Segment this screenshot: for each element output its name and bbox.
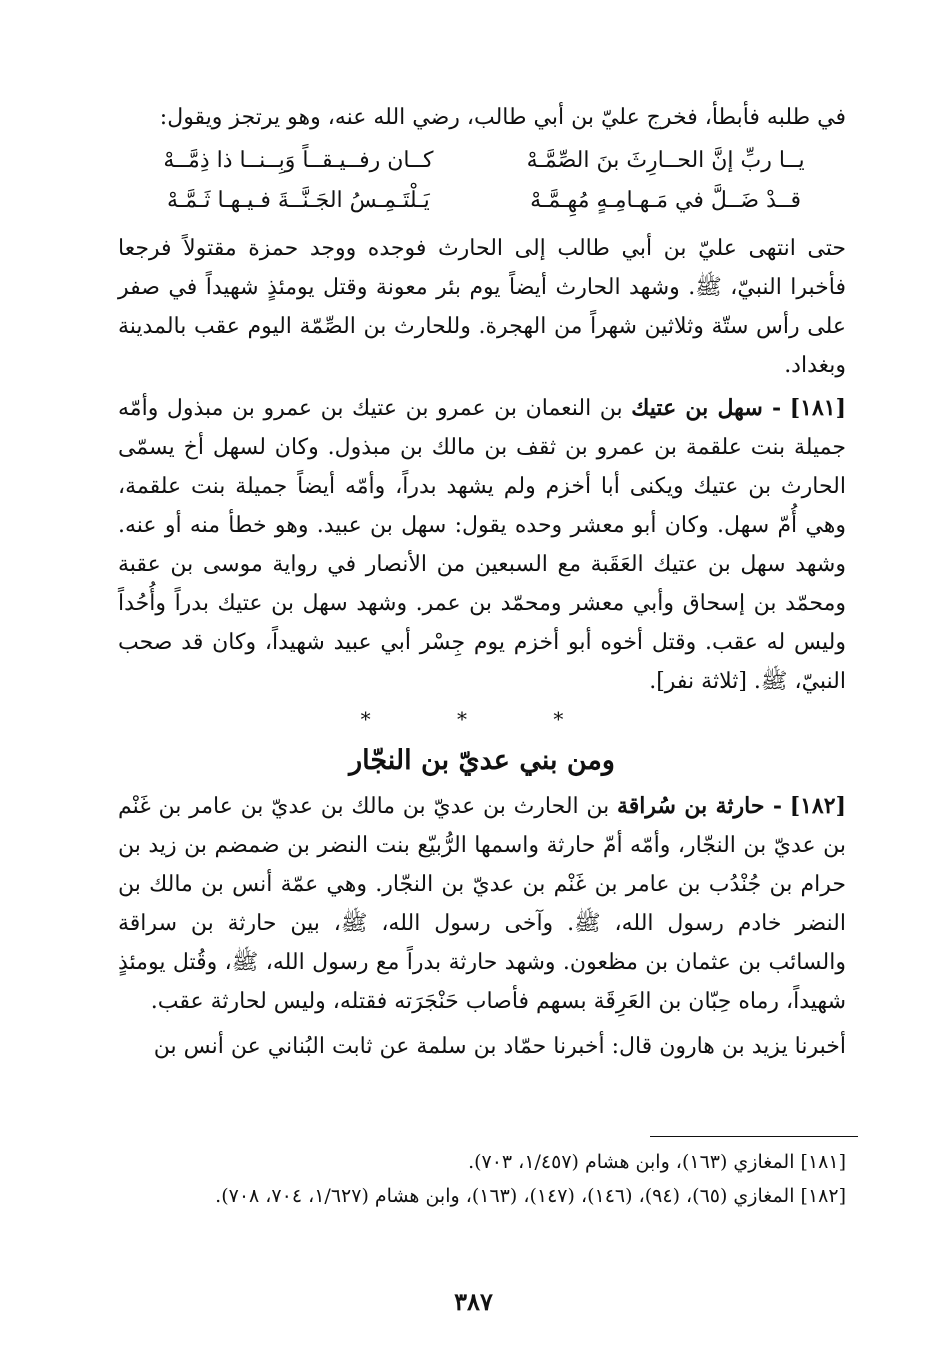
poem-hemistich-left: كــان رفــيـقــاً وَبِــنــا ذا ذِمَّــهْ [163, 148, 434, 173]
closing-line: أخبرنا يزيد بن هارون قال: أخبرنا حمّاد بن سلمة عن ثابت البُناني عن أنس بن [153, 1034, 846, 1059]
footnote-divider [650, 1136, 858, 1137]
section-separator: * * * [360, 707, 604, 731]
footnote-182: [١٨٢] المغازي (٦٥)، (٩٤)، (١٤٦)، (١٤٧)، (١٦٣)، وابن هشام (١/٦٢٧، ٧٠٤، ٧٠٨). [215, 1185, 846, 1207]
after-poem-paragraph: حتى انتهى عليّ بن أبي طالب إلى الحارث فوجده ووجد حمزة مقتولاً فرجعا فأخبرا النبيّ، ﷺ. وشهد الحارث أيضاً يوم بئر معونة وقتل يومئذٍ شهيداً في صفر على رأس ستّة وثلاثين شهراً من الهجرة. وللحارث بن الصِّمّة اليوم عقب بالمدينة وبغداد. [118, 236, 846, 378]
entry-182-number: [١٨٢] [789, 793, 846, 819]
entry-182-text: بن الحارث بن عديّ بن مالك بن عديّ بن عامر بن غَنْم بن عديّ بن النجّار، وأمّه أمّ حارثة واسمها الرُّبيّع بنت النضر بن ضمضم بن زيد بن حرام بن جُنْدُب بن عامر بن غَنْم بن عديّ بن النجّار. وهي عمّة أنس بن مالك بن النضر خادم رسول الله، ﷺ. وآخى رسول الله، ﷺ، بين حارثة بن سراقة والسائب بن عثمان بن مظعون. وشهد حارثة بدراً مع رسول الله، ﷺ، وقُتل يومئذٍ شهيداً، رماه حِبّان بن العَرِقَة بسهم فأصاب حَنْجَرَته فقتله، وليس لحارثة عقب. [118, 794, 846, 1014]
entry-181-text: بن النعمان بن عمرو بن عتيك بن عمرو بن مبذول وأمّه جميلة بنت علقمة بن عمرو بن ثقف بن مالك بن مبذول. وكان لسهل أخ يسمّى الحارث بن عتيك ويكنى أبا أخزم ولم يشهد بدراً، وأمّه أيضاً جميلة بنت علقمة، وهي أُمّ سهل. وكان أبو معشر وحده يقول: سهل بن عبيد. وهو خطأ منه أو عنه. وشهد سهل بن عتيك العَقَبة مع السبعين من الأنصار في رواية موسى بن عقبة ومحمّد بن إسحاق وأبي معشر ومحمّد بن عمر. وشهد سهل بن عتيك بدراً وأُحُداً وليس له عقب. وقتل أخوه أبو أخزم يوم جِسْر أبي عبيد شهيداً، وكان قد صحب النبيّ، ﷺ. [ثلاثة نفر]. [118, 396, 846, 694]
poem-hemistich-left: يَـلْتَـمِـسُ الجَـنَّــةَ فـيـهـا ثَـمَّـهْ [167, 188, 430, 213]
section-heading: ومن بني عديّ بن النجّار [349, 745, 615, 776]
entry-181 [118, 389, 846, 701]
poem-verse [142, 141, 822, 181]
intro-paragraph: في طلبه فأبطأ، فخرج عليّ بن أبي طالب، رضي الله عنه، وهو يرتجز ويقول: [159, 105, 846, 130]
footnotes [118, 1145, 846, 1213]
page-body [118, 98, 846, 1066]
poem [142, 141, 822, 221]
entry-182 [118, 787, 846, 1021]
entry-181-name: - سهل بن عتيك [631, 395, 782, 421]
entry-182-name: - حارثة بن سُراقة [616, 793, 782, 819]
poem-hemistich-right: قــدْ ضَــلَّ في مَـهـامِـهٍ مُهِـمَّـهْ [530, 188, 802, 213]
entry-181-number: [١٨١] [789, 395, 846, 421]
poem-verse [142, 181, 822, 221]
poem-hemistich-right: يــا ربِّ إنَّ الحــارِثَ بنَ الصِّمَّـهْ [526, 148, 805, 173]
footnote-181: [١٨١] المغازي (١٦٣)، وابن هشام (١/٤٥٧، ٧٠٣). [468, 1151, 846, 1173]
page-number: ٣٨٧ [454, 1287, 493, 1316]
